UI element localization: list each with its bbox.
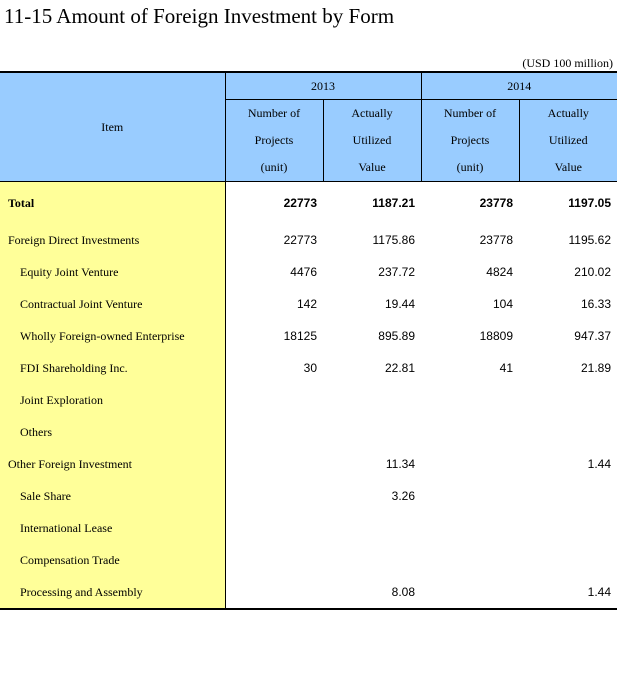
cell-projects-2014	[421, 480, 519, 512]
cell-projects-2013	[225, 416, 323, 448]
cell-value-2013: 22.81	[384, 361, 415, 375]
cell-projects-2013: 142	[296, 297, 317, 311]
cell-projects-2014: 4824	[486, 265, 513, 279]
row-label: Other Foreign Investment	[0, 448, 225, 480]
cell-projects-2014	[421, 576, 519, 609]
row-label: Foreign Direct Investments	[0, 224, 225, 256]
cell-value-2014	[519, 384, 617, 416]
cell-projects-2014: 23778	[479, 196, 513, 210]
cell-value-2014	[519, 480, 617, 512]
table-row	[0, 480, 617, 512]
cell-value-2014: 16.33	[580, 297, 611, 311]
cell-value-2014	[519, 512, 617, 544]
row-label: Wholly Foreign-owned Enterprise	[0, 320, 225, 352]
row-label: Total	[0, 182, 225, 225]
table-row	[0, 288, 617, 320]
header-value-2013: Actually Utilized Value	[323, 100, 421, 182]
header-year-2013: 2013	[225, 72, 421, 100]
cell-projects-2013	[225, 544, 323, 576]
table-row	[0, 320, 617, 352]
cell-projects-2013: 22773	[283, 196, 317, 210]
cell-projects-2014	[421, 416, 519, 448]
row-label: FDI Shareholding Inc.	[0, 352, 225, 384]
table-row	[0, 448, 617, 480]
cell-value-2013	[323, 512, 421, 544]
table-row	[0, 352, 617, 384]
cell-projects-2013	[225, 384, 323, 416]
cell-projects-2014: 104	[492, 297, 513, 311]
table-row	[0, 544, 617, 576]
row-label: Joint Exploration	[0, 384, 225, 416]
cell-value-2014	[519, 544, 617, 576]
cell-value-2014: 1.44	[587, 457, 611, 471]
table-row	[0, 512, 617, 544]
cell-value-2014: 1195.62	[568, 233, 611, 247]
row-label: International Lease	[0, 512, 225, 544]
cell-projects-2013	[225, 448, 323, 480]
cell-projects-2013	[225, 512, 323, 544]
cell-value-2013: 1175.86	[372, 233, 415, 247]
investment-table	[0, 71, 617, 610]
unit-note: (USD 100 million)	[522, 56, 613, 70]
cell-projects-2013: 18125	[283, 329, 317, 343]
cell-value-2014: 210.02	[574, 265, 611, 279]
cell-projects-2014	[421, 512, 519, 544]
cell-value-2013: 1187.21	[372, 196, 415, 210]
cell-value-2013	[323, 384, 421, 416]
table-row	[0, 224, 617, 256]
cell-value-2014: 947.37	[574, 329, 611, 343]
cell-projects-2014: 23778	[479, 233, 513, 247]
table-row	[0, 256, 617, 288]
cell-projects-2013: 30	[303, 361, 317, 375]
row-label: Sale Share	[0, 480, 225, 512]
row-label: Others	[0, 416, 225, 448]
cell-value-2014	[519, 416, 617, 448]
header-item: Item	[0, 72, 225, 182]
cell-value-2013: 237.72	[378, 265, 415, 279]
cell-value-2013	[323, 544, 421, 576]
cell-value-2013	[323, 416, 421, 448]
cell-projects-2014: 41	[499, 361, 513, 375]
table-row	[0, 576, 617, 609]
header-projects-2013: Number of Projects (unit)	[225, 100, 323, 182]
cell-projects-2014	[421, 384, 519, 416]
cell-value-2013: 3.26	[391, 489, 415, 503]
row-label: Compensation Trade	[0, 544, 225, 576]
row-label: Contractual Joint Venture	[0, 288, 225, 320]
row-label: Equity Joint Venture	[0, 256, 225, 288]
cell-projects-2013	[225, 480, 323, 512]
cell-projects-2014	[421, 544, 519, 576]
header-projects-2014: Number of Projects (unit)	[421, 100, 519, 182]
cell-projects-2014: 18809	[479, 329, 513, 343]
header-year-2014: 2014	[421, 72, 617, 100]
cell-projects-2013: 22773	[283, 233, 317, 247]
cell-value-2013: 11.34	[385, 457, 415, 471]
cell-value-2013: 19.44	[384, 297, 415, 311]
table-row	[0, 384, 617, 416]
cell-value-2013: 895.89	[378, 329, 415, 343]
cell-projects-2013: 4476	[290, 265, 317, 279]
page-title: 11-15 Amount of Foreign Investment by Form	[4, 4, 395, 28]
cell-value-2014: 1.44	[519, 576, 617, 609]
cell-projects-2014	[421, 448, 519, 480]
cell-projects-2013	[225, 576, 323, 609]
cell-value-2014: 1197.05	[568, 196, 611, 210]
cell-value-2014: 21.89	[580, 361, 611, 375]
header-value-2014: Actually Utilized Value	[519, 100, 617, 182]
row-label: Processing and Assembly	[0, 576, 225, 609]
table-row	[0, 416, 617, 448]
table-row	[0, 182, 617, 225]
cell-value-2013: 8.08	[323, 576, 421, 609]
